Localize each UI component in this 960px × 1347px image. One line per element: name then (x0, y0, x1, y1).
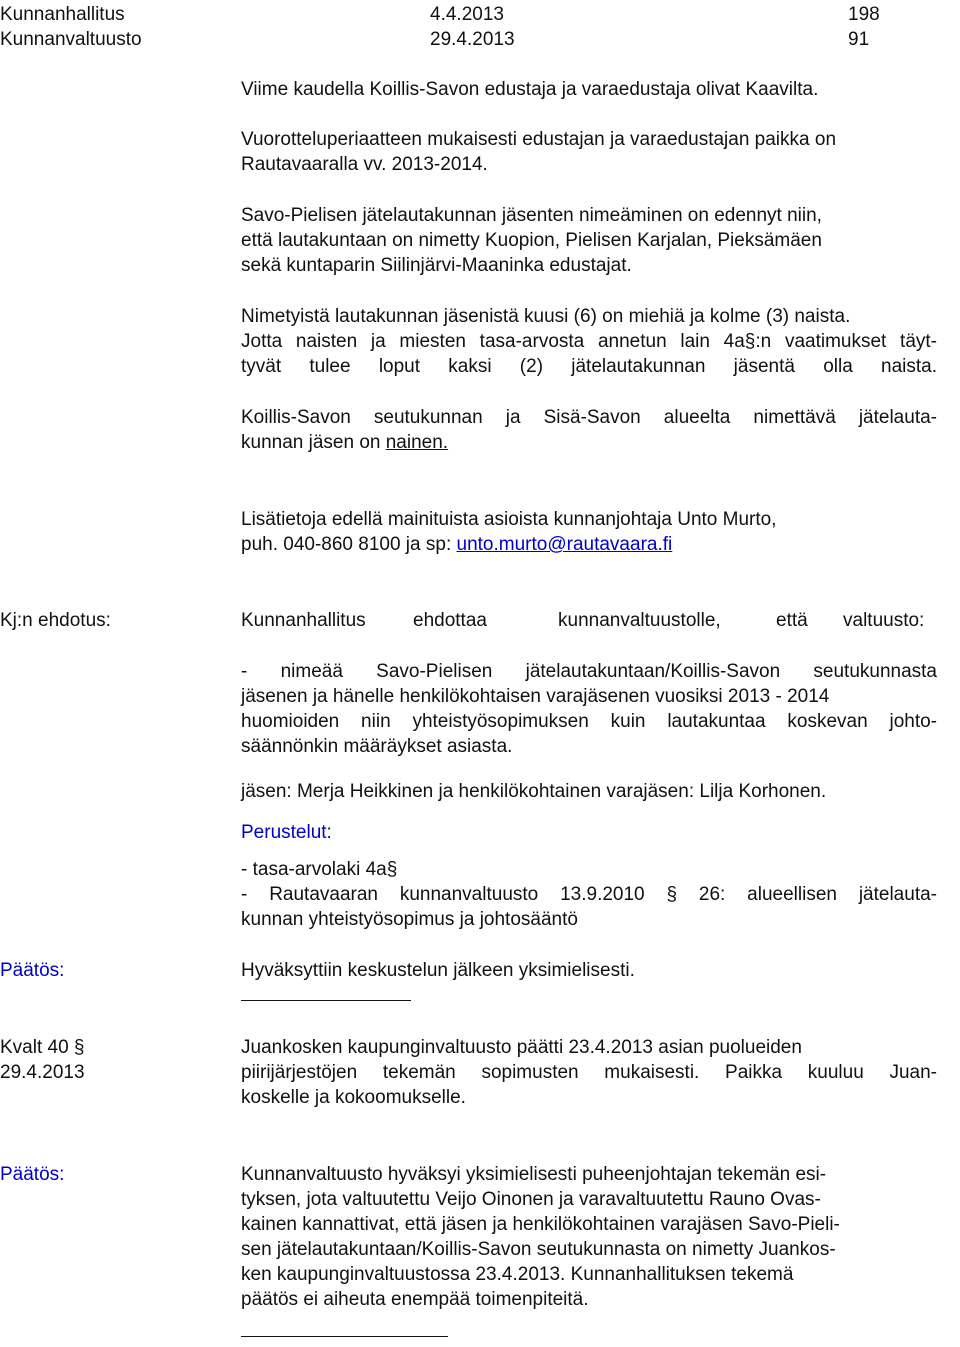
email-link[interactable]: unto.murto@rautavaara.fi (456, 534, 673, 555)
header-date-2: 29.4.2013 (430, 29, 515, 50)
separator-line-2 (241, 1336, 448, 1337)
proposal-word-3: kunnanvaltuustolle, (558, 610, 721, 631)
kvalt-text: Juankosken kaupunginvaltuusto päätti 23.4.2013 asian puolueiden piirijärjestöjen tekemän sopimusten mukaisesti. Paikka kuuluu Juan- koskelle ja kokoomukselle. (241, 1037, 937, 1108)
kvalt-label-1: Kvalt 40 § (0, 1037, 85, 1058)
decision-2-label: Päätös: (0, 1164, 65, 1185)
members-line: jäsen: Merja Heikkinen ja henkilökohtainen varajäsen: Lilja Korhonen. (241, 781, 827, 802)
decision-1-label: Päätös: (0, 960, 65, 981)
contact-paragraph: Lisätietoja edellä mainituista asioista kunnanjohtaja Unto Murto, puh. 040-860 8100 ja sp: unto.murto@rautavaara.fi (241, 509, 777, 555)
proposal-word-2: ehdottaa (413, 610, 487, 631)
separator-line-1 (241, 1000, 411, 1001)
intro-paragraph-1: Viime kaudella Koillis-Savon edustaja ja varaedustaja olivat Kaavilta. (241, 79, 819, 100)
header-body-1: Kunnanhallitus (0, 4, 125, 25)
proposal-body: - nimeää Savo-Pielisen jätelautakuntaan/Koillis-Savon seutukunnasta jäsenen ja hänelle henkilökohtaisen varajäsenen vuosiksi 2013 - 2014 huomioiden niin yhteistyösopimuksen kuin lautakuntaa koskevan johto- säännönkin määräykset asiasta. (241, 661, 937, 757)
proposal-word-4: että (776, 610, 808, 631)
proposal-word-1: Kunnanhallitus (241, 610, 366, 631)
kvalt-label-2: 29.4.2013 (0, 1062, 85, 1083)
intro-paragraph-2: Vuorotteluperiaatteen mukaisesti edustajan ja varaedustajan paikka on Rautavaaralla vv. 2013-2014. (241, 129, 837, 175)
header-section-2: 91 (848, 29, 870, 50)
grounds-list: - tasa-arvolaki 4a§ - Rautavaaran kunnanvaltuusto 13.9.2010 § 26: alueellisen jätelauta- kunnan yhteistyösopimus ja johtosääntö (241, 859, 937, 930)
intro-paragraph-4: Nimetyistä lautakunnan jäsenistä kuusi (6) on miehiä ja kolme (3) naista. Jotta naisten ja miesten tasa-arvosta annetun lain 4a§:n vaatimukset täyt- tyvät tulee loput kaksi (2) jätelautakunnan jäsentä olla naista. (241, 306, 937, 377)
proposal-label: Kj:n ehdotus: (0, 610, 111, 631)
header-section-1: 198 (848, 4, 880, 25)
intro-paragraph-3: Savo-Pielisen jätelautakunnan jäsenten nimeäminen on edennyt niin, että lautakuntaan on nimetty Kuopion, Pielisen Karjalan, Pieksämäen sekä kuntaparin Siilinjärvi-Maaninka edustajat. (241, 205, 822, 276)
header-date-1: 4.4.2013 (430, 4, 504, 25)
decision-2-text: Kunnanvaltuusto hyväksyi yksimielisesti puheenjohtajan tekemän esi- tyksen, jota valtuutettu Veijo Oinonen ja varavaltuutettu Rauno Ovas- kainen kannattivat, että jäsen ja henkilökohtainen varajäsen Savo-Pieli- sen jätelautakuntaan/Koillis-Savon seutukunnasta on nimetty Juankos- ken kaupunginvaltuustossa 23.4.2013. Kunnanhallituksen tekemä päätös ei aiheuta enempää toimenpiteitä. (241, 1164, 840, 1310)
header-body-2: Kunnanvaltuusto (0, 29, 142, 50)
grounds-label: Perustelut: (241, 822, 332, 843)
underlined-word: nainen. (385, 432, 449, 453)
decision-1-text: Hyväksyttiin keskustelun jälkeen yksimielisesti. (241, 960, 635, 981)
proposal-word-5: valtuusto: (843, 610, 925, 631)
intro-paragraph-5: Koillis-Savon seutukunnan ja Sisä-Savon alueelta nimettävä jätelauta- kunnan jäsen on nainen. (241, 407, 937, 453)
